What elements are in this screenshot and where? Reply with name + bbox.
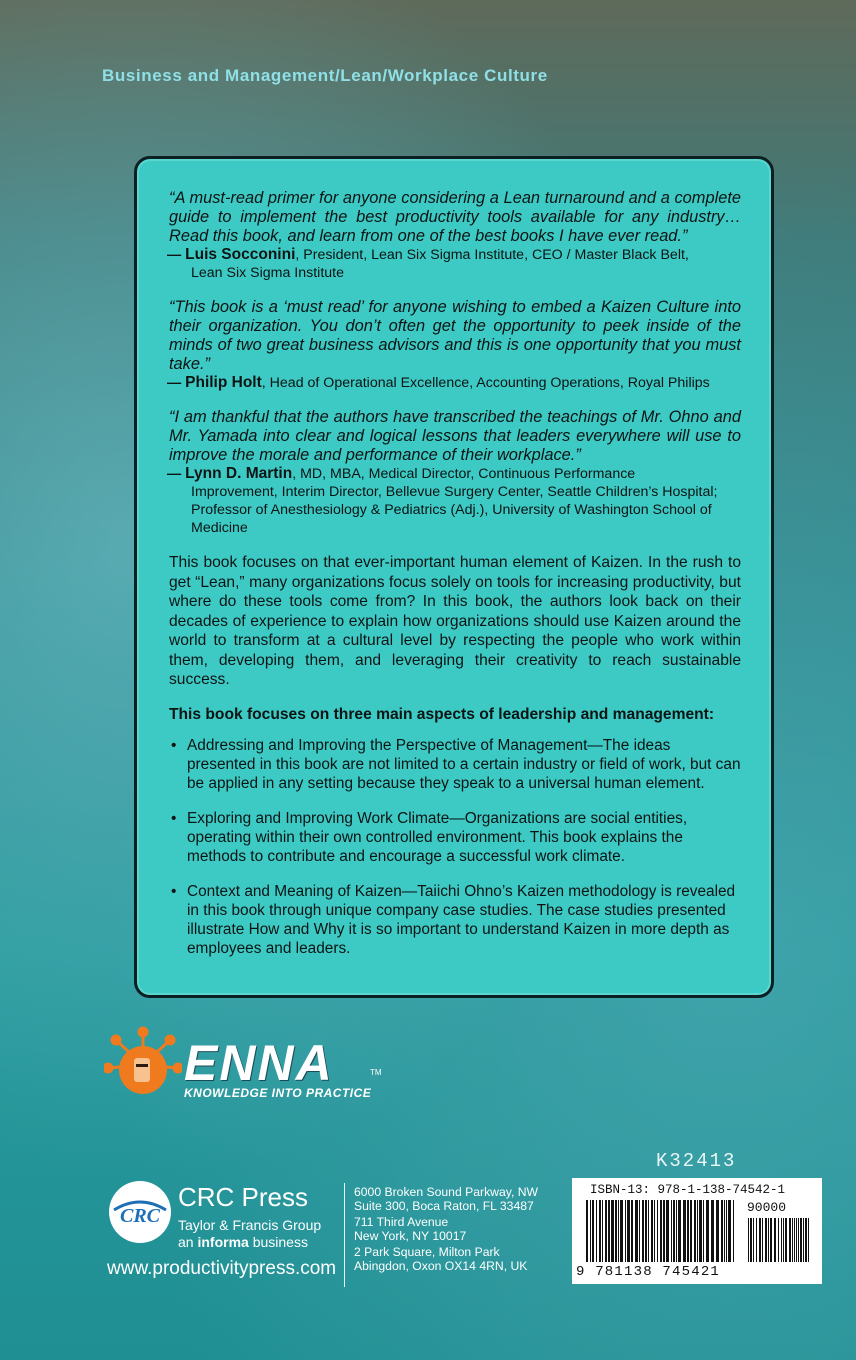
quote-text: “I am thankful that the authors have transcribed the teachings of Mr. Ohno and Mr. Yamada into clear and logical lessons that leaders everywhere will use to improve the morale and performance of their workplace.”	[169, 408, 741, 464]
blurb-panel	[134, 156, 774, 998]
isbn-barcode	[572, 1178, 822, 1284]
quote-attribution	[167, 465, 741, 537]
aspect-text: Addressing and Improving the Perspective of Management—The ideas presented in this book are not limited to a certain industry or field of work, but can be applied in any setting because they speak to a universal human element.	[187, 736, 741, 792]
quote-attribution	[167, 374, 741, 392]
enna-wordmark: ENNA	[184, 1035, 334, 1091]
aspects-list	[169, 736, 741, 958]
quote-author: Luis Socconini	[185, 246, 296, 263]
quote-block	[169, 298, 741, 392]
list-item	[169, 809, 741, 866]
category-label: Business and Management/Lean/Workplace Culture	[102, 66, 548, 85]
quote-text: “This book is a ‘must read’ for anyone wishing to embed a Kaizen Culture into their organization. You don’t often get the opportunity to peek inside of the minds of two great business advisors and this is one opportunity that you must take.”	[169, 298, 741, 373]
attribution-dash: —	[167, 247, 182, 263]
website-link[interactable]: www.productivitypress.com	[107, 1258, 337, 1279]
quote-role: , President, Lean Six Sigma Institute, CEO / Master Black Belt,	[295, 247, 689, 263]
list-item	[169, 736, 741, 793]
quote-role: , MD, MBA, Medical Director, Continuous Performance	[292, 466, 636, 482]
publisher-name: CRC Press	[178, 1182, 309, 1212]
aspect-text: Context and Meaning of Kaizen—Taiichi Ohno’s Kaizen methodology is revealed in this book through unique company case studies. The case studies presented illustrate How and Why it is so important to understand Kaizen in more depth as employees and leaders.	[187, 882, 736, 957]
quote-role-continued: Improvement, Interim Director, Bellevue Surgery Center, Seattle Children’s Hospital; Professor of Anesthesiology & Pediatrics (Adj.), University of Washington School of Medicine	[191, 484, 718, 536]
quote-block	[169, 189, 741, 282]
publisher-group: Taylor & Francis Group	[178, 1217, 322, 1233]
crc-press-logo-icon	[108, 1180, 172, 1244]
publisher-informa: an informa business	[178, 1234, 308, 1250]
address-block: 6000 Broken Sound Parkway, NW Suite 300, Boca Raton, FL 33487	[354, 1185, 539, 1213]
aspect-text: Exploring and Improving Work Climate—Organizations are social entities, operating within their own controlled environment. This book explains the methods to contribute and encourage a successful work climate.	[187, 809, 688, 865]
bullet-icon: •	[171, 736, 177, 754]
address-block: 2 Park Square, Milton Park Abingdon, Oxon OX14 4RN, UK	[354, 1245, 528, 1273]
quote-author: Philip Holt	[185, 374, 262, 391]
quote-block	[169, 408, 741, 537]
quote-text: “A must-read primer for anyone considering a Lean turnaround and a complete guide to implement the best productivity tools available for any industry… Read this book, and learn from one of the best books I have ever read.”	[169, 189, 741, 245]
book-description: This book focuses on that ever-important human element of Kaizen. In the rush to get “Lean,” many organizations focus solely on tools for increasing productivity, but where do these tools come from? In this book, the authors look back on their decades of experience to explain how organizations should use Kaizen around the world to transform at a cultural level by respecting the people who work within them, developing them, and leveraging their creativity to reach sustainable success.	[169, 554, 741, 688]
enna-tagline: KNOWLEDGE INTO PRACTICE	[184, 1086, 372, 1100]
crc-logo-text: CRC	[119, 1205, 161, 1227]
attribution-dash: —	[167, 375, 182, 391]
blurb-content	[169, 189, 741, 974]
product-code: K32413	[656, 1150, 737, 1172]
isbn-number: 9 781138 745421	[576, 1264, 721, 1280]
quote-author: Lynn D. Martin	[185, 465, 293, 482]
bullet-icon: •	[171, 809, 177, 827]
trademark-mark: TM	[370, 1068, 382, 1077]
enna-head-icon	[104, 1026, 182, 1104]
isbn-label: ISBN-13: 978-1-138-74542-1	[590, 1183, 786, 1197]
quote-role-continued: Lean Six Sigma Institute	[191, 265, 344, 281]
attribution-dash: —	[167, 466, 182, 482]
list-item	[169, 882, 741, 958]
address-block: 711 Third Avenue New York, NY 10017	[354, 1215, 467, 1243]
address-divider	[344, 1183, 345, 1287]
publisher-addresses	[354, 1186, 538, 1276]
bullet-icon: •	[171, 882, 177, 900]
quote-attribution	[167, 246, 741, 282]
enna-logo	[104, 1026, 394, 1106]
quote-role: , Head of Operational Excellence, Accounting Operations, Royal Philips	[261, 375, 710, 391]
aspects-heading: This book focuses on three main aspects of leadership and management:	[169, 705, 715, 723]
price-code: 90000	[747, 1200, 787, 1215]
